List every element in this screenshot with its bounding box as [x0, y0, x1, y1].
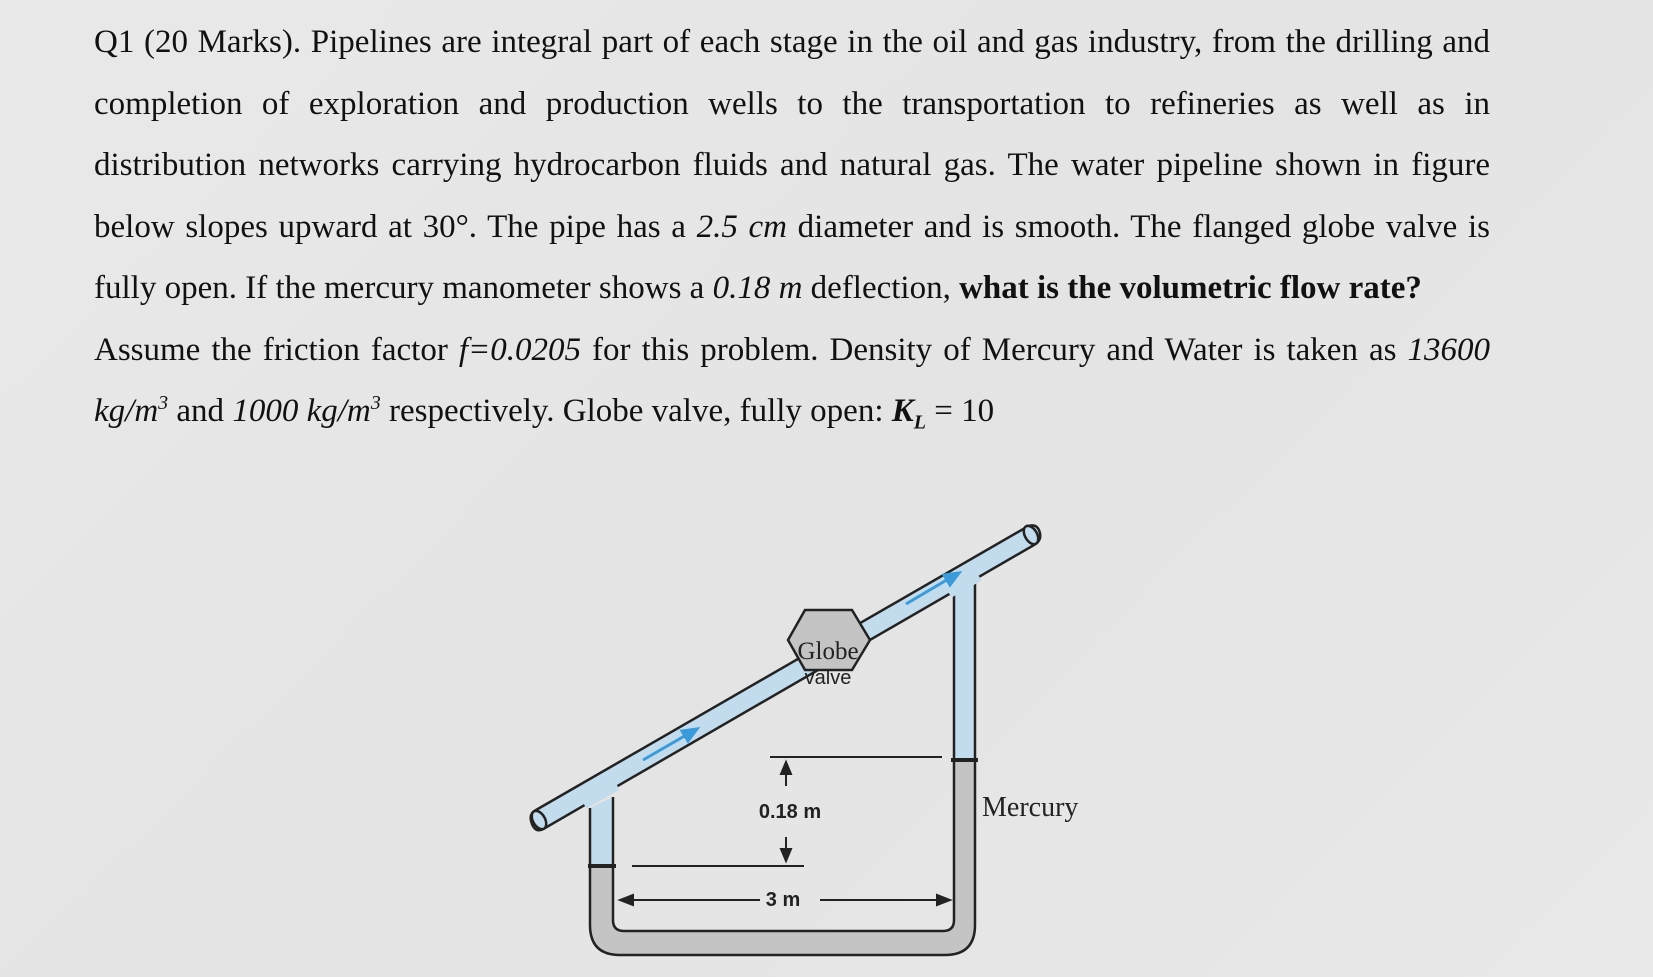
question-mid-text: diameter and is smooth. The flanged globe valve is fully open. If the mercury manometer shows a	[94, 208, 1490, 306]
question-ask: what is the volumetric flow rate?	[959, 270, 1422, 306]
water-density-value: 1000 kg/m	[232, 393, 371, 429]
valve-label-line2: valve	[804, 667, 852, 689]
assumption-and: and	[168, 393, 233, 429]
friction-factor: f=0.0205	[458, 331, 582, 368]
mercury-density-exponent: 3	[158, 392, 169, 414]
mercury-label: Mercury	[982, 792, 1079, 823]
length-arrow-left-head	[620, 895, 633, 905]
water-density-exponent: 3	[370, 392, 381, 414]
assumption-mid-text-2: respectively. Globe valve, fully open:	[380, 393, 892, 429]
pipe-diameter: 2.5 cm	[696, 208, 787, 245]
deflection-arrow-up-head	[781, 762, 791, 774]
assumption-intro: Assume the friction factor	[94, 331, 459, 368]
assumption-mid-text: for this problem. Density of Mercury and Water is taken as	[581, 331, 1408, 368]
dimension-annotations	[620, 757, 950, 905]
length-label: 3 m	[765, 889, 801, 911]
deflection-label: 0.18 m	[758, 801, 822, 823]
mercury-density-value: 13600 kg/m	[94, 331, 1490, 429]
loss-coefficient-value: = 10	[926, 393, 995, 429]
question-intro: Q1 (20 Marks). Pipelines are integral part of each stage in the oil and gas industry, from the drilling and completion of exploration and production wells to the transportation to refineries as well as in distribution networks carrying hydrocarbon fluids and natural gas. The water pipeline shown in figure below slopes upward at 30°. The pipe has a	[94, 24, 1490, 245]
manometer-mercury	[590, 760, 975, 955]
manometer-right-water	[954, 583, 975, 760]
question-mid-text-2: deflection,	[802, 270, 960, 306]
k-subscript: L	[913, 411, 926, 434]
manometer-left-water	[590, 797, 613, 866]
length-arrow-right-head	[937, 895, 950, 905]
k-symbol: K	[891, 393, 914, 429]
valve-label-line1: Globe	[797, 638, 859, 665]
deflection-arrow-down-head	[781, 849, 791, 861]
manometer-deflection: 0.18 m	[712, 270, 803, 306]
